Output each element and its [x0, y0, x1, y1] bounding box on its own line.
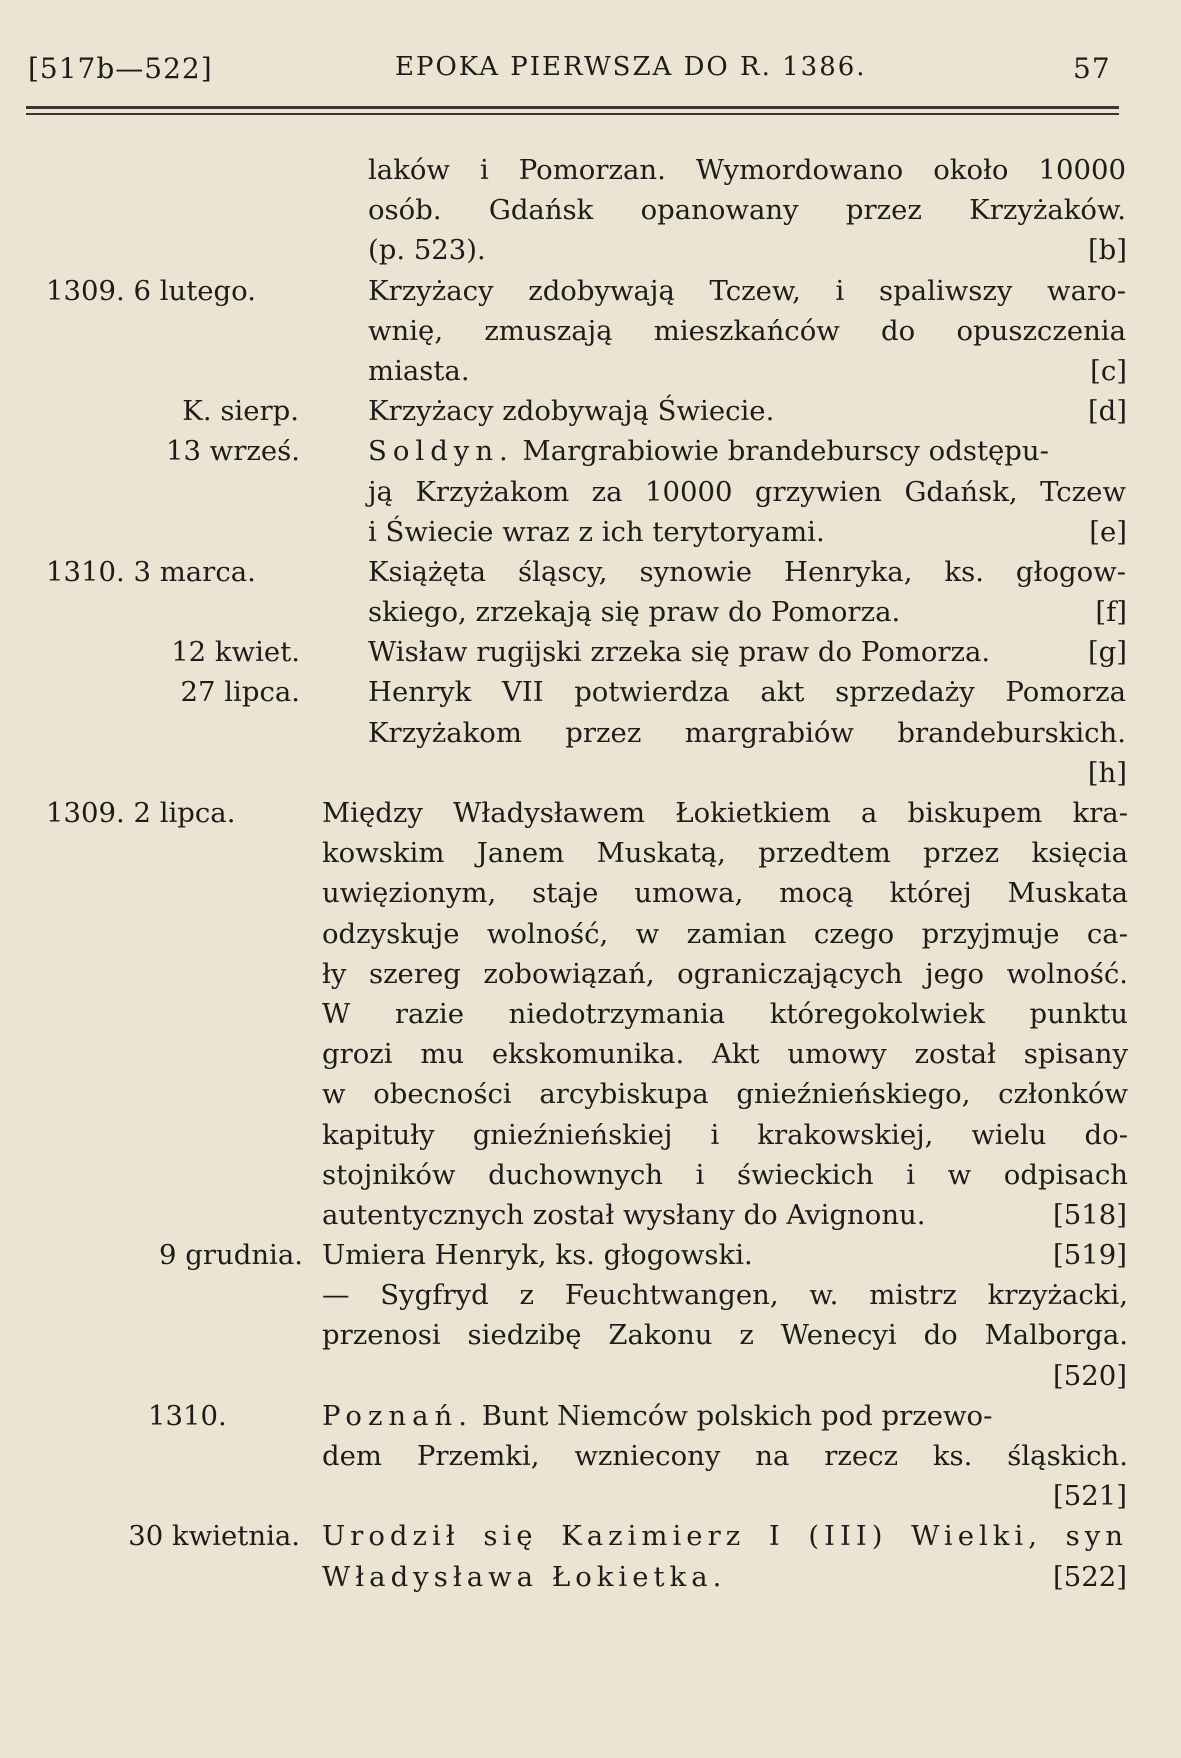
entry-ref: [h]	[1087, 756, 1127, 789]
entry-line: ją Krzyżakom za 10000 grzywien Gdańsk, Tczew	[368, 475, 1126, 508]
entry-date: 12 kwiet.	[171, 636, 300, 669]
entry-line: Krzyżacy zdobywają Tczew, i spaliwszy waro-	[368, 274, 1126, 307]
entry-ref: [520]	[1053, 1359, 1127, 1392]
entry-ref: [518]	[1053, 1198, 1127, 1231]
header-rule-thin	[26, 113, 1119, 115]
entry-line: dem Przemki, wzniecony na rzecz ks. śląskich.	[322, 1440, 1128, 1472]
header-rule	[26, 106, 1119, 109]
entry-ref: [522]	[1053, 1560, 1127, 1593]
entry-place: Poznań.	[322, 1399, 473, 1432]
entry-line: kowskim Janem Muskatą, przedtem przez księcia	[322, 837, 1128, 870]
entry-line: Umiera Henryk, ks. głogowski.	[322, 1239, 753, 1272]
chronicle-body	[0, 150, 1181, 1597]
entry-date: 13 wrześ.	[165, 435, 300, 468]
entry-date: K. sierp.	[182, 395, 299, 428]
entry-line: uwięzionym, staje umowa, mocą której Muskata	[322, 877, 1128, 910]
entry-line: odzyskuje wolność, w zamian czego przyjmuje ca-	[322, 917, 1128, 950]
entry-line: Margrabiowie brandeburscy odstępu-	[522, 435, 1049, 468]
entry-line: laków i Pomorzan. Wymordowano około 10000	[368, 154, 1126, 186]
entry-line: Henryk VII potwierdza akt sprzedaży Pomorza	[368, 676, 1126, 709]
entry-date: 9 grudnia.	[159, 1239, 303, 1272]
entry-date: 30 kwietnia.	[128, 1520, 300, 1553]
entry-line: skiego, zrzekają się praw do Pomorza.	[368, 596, 901, 629]
entry-line: grozi mu ekskomunika. Akt umowy został spisany	[322, 1038, 1128, 1071]
entry-line: Władysława Łokietka.	[322, 1560, 727, 1593]
entry-date: 1310. 3 marca.	[46, 555, 256, 588]
entry-line: i Świecie wraz z ich terytoryami.	[368, 515, 825, 548]
entry-ref: [g]	[1087, 636, 1127, 669]
entry-line: osób. Gdańsk opanowany przez Krzyżaków.	[368, 194, 1126, 227]
header-section-range: [517b—522]	[28, 52, 213, 85]
entry-line: przenosi siedzibę Zakonu z Wenecyi do Malborga.	[322, 1319, 1128, 1352]
entry-line: Krzyżakom przez margrabiów brandeburskich.	[368, 716, 1126, 749]
entry-line: Bunt Niemców polskich pod przewo-	[481, 1399, 993, 1432]
entry-ref: [c]	[1090, 354, 1127, 387]
entry-line: stojników duchownych i świeckich i w odpisach	[322, 1158, 1128, 1191]
entry-date: 1309. 6 lutego.	[46, 274, 256, 307]
entry-line: W razie niedotrzymania któregokolwiek punktu	[322, 997, 1128, 1030]
entry-place: Soldyn.	[368, 435, 514, 468]
entry-line: Wisław rugijski zrzeka się praw do Pomorza.	[368, 636, 991, 669]
entry-line: w obecności arcybiskupa gnieźnieńskiego, członków	[322, 1078, 1128, 1111]
entry-ref: [521]	[1053, 1480, 1127, 1513]
entry-line: (p. 523).	[368, 234, 486, 267]
entry-line: autentycznych został wysłany do Avignonu.	[322, 1198, 926, 1231]
entry-line: Książęta śląscy, synowie Henryka, ks. głogow-	[368, 555, 1126, 588]
entry-line: Między Władysławem Łokietkiem a biskupem kra-	[322, 797, 1128, 829]
entry-line: ły szereg zobowiązań, ograniczających jego wolność.	[322, 957, 1128, 990]
entry-ref: [e]	[1089, 515, 1127, 548]
entry-line: miasta.	[368, 354, 470, 387]
entry-ref: [f]	[1095, 596, 1127, 629]
entry-line: Krzyżacy zdobywają Świecie.	[368, 395, 775, 428]
entry-ref: [519]	[1053, 1239, 1127, 1272]
entry-ref: [b]	[1087, 234, 1127, 267]
entry-date: 27 lipca.	[180, 676, 300, 709]
header-running-title: EPOKA PIERWSZA DO R. 1386.	[395, 52, 867, 82]
entry-line: — Sygfryd z Feuchtwangen, w. mistrz krzyżacki,	[322, 1279, 1128, 1312]
entry-line: Urodził się Kazimierz I (III) Wielki, syn	[322, 1520, 1128, 1553]
page-number: 57	[1073, 52, 1111, 85]
entry-date: 1309. 2 lipca.	[46, 797, 236, 829]
entry-date: 1310.	[148, 1399, 227, 1432]
entry-line: wnię, zmuszają mieszkańców do opuszczenia	[368, 314, 1126, 347]
entry-line: kapituły gnieźnieńskiej i krakowskiej, wielu do-	[322, 1118, 1128, 1151]
entry-ref: [d]	[1087, 395, 1127, 428]
